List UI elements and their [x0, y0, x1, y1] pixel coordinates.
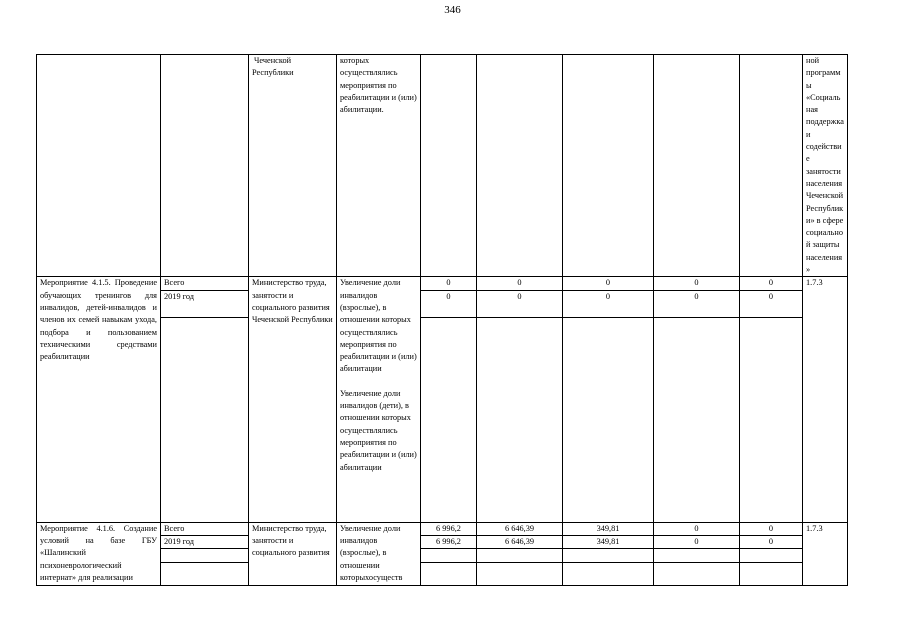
- value-total-5: 0: [740, 277, 803, 290]
- period-year-cell: 2019 год: [161, 290, 249, 317]
- period-empty-cell: [161, 549, 249, 563]
- program-cell: 1.7.3: [803, 277, 848, 522]
- value-total-3: 349,81: [563, 522, 654, 535]
- value-year-1: 6 996,2: [421, 535, 477, 548]
- period-total-cell: Всего: [161, 522, 249, 535]
- value-cell: [654, 317, 740, 522]
- value-total-2: 0: [477, 277, 563, 290]
- value-year-3: 0: [563, 290, 654, 317]
- value-cell: [421, 563, 477, 586]
- executor-cell: Министерство труда, занятости и социального развития: [249, 522, 337, 586]
- value-cell: [740, 563, 803, 586]
- indicator-children: Увеличение доли инвалидов (дети), в отношении которых осуществлялись мероприятия по реабилитации и (или) абилитации: [340, 388, 417, 472]
- value-year-1: 0: [421, 290, 477, 317]
- value-cell: [563, 317, 654, 522]
- value-total-3: 0: [563, 277, 654, 290]
- indicator-adults: Увеличение доли инвалидов (взрослые), в отношении которых осуществлялись мероприятия по реабилитации и (или) абилитации: [340, 278, 417, 374]
- value-cell: [740, 549, 803, 563]
- value-cell: [477, 549, 563, 563]
- value-total-5: 0: [740, 522, 803, 535]
- executor-cell: Министерство труда, занятости и социального развития Чеченской Республики: [249, 277, 337, 522]
- program-cell: ной программы «Социальная поддержка и содействие занятости населения Чеченской Республики» в сфере социальной защиты населения»: [803, 55, 848, 277]
- period-cell: [161, 55, 249, 277]
- value-cell: [421, 549, 477, 563]
- value-total-1: 6 996,2: [421, 522, 477, 535]
- program-cell: 1.7.3: [803, 522, 848, 586]
- value-year-2: 6 646,39: [477, 535, 563, 548]
- indicator-cell: Увеличение доли инвалидов (взрослые), в отношении которыхосуществ: [337, 522, 421, 586]
- indicator-cell: которых осуществлялись мероприятия по реабилитации и (или) абилитации.: [337, 55, 421, 277]
- table-row-continuation: [37, 55, 848, 277]
- period-empty-cell: [161, 563, 249, 586]
- activity-name-cell: Мероприятие 4.1.5. Проведение обучающих тренингов для инвалидов, детей-инвалидов и членов их семей навыкам ухода, подбора и пользованием техническими средствами реабилитации: [37, 277, 161, 522]
- value-total-1: 0: [421, 277, 477, 290]
- value-cell: [563, 549, 654, 563]
- value-cell: [740, 55, 803, 277]
- indicator-cell: [337, 277, 421, 522]
- value-cell: [477, 55, 563, 277]
- value-year-3: 349,81: [563, 535, 654, 548]
- period-empty-cell: [161, 317, 249, 522]
- value-cell: [740, 317, 803, 522]
- value-total-4: 0: [654, 522, 740, 535]
- table-row-4-1-6-total: [37, 522, 848, 535]
- period-total-cell: Всего: [161, 277, 249, 290]
- table-row-4-1-5-total: [37, 277, 848, 290]
- value-cell: [654, 549, 740, 563]
- value-cell: [563, 563, 654, 586]
- value-year-4: 0: [654, 535, 740, 548]
- value-cell: [563, 55, 654, 277]
- value-total-4: 0: [654, 277, 740, 290]
- executor-cell: Чеченской Республики: [249, 55, 337, 277]
- value-cell: [421, 317, 477, 522]
- value-cell: [477, 317, 563, 522]
- period-year-cell: 2019 год: [161, 535, 249, 548]
- value-cell: [654, 563, 740, 586]
- value-year-2: 0: [477, 290, 563, 317]
- activities-table: [36, 54, 848, 586]
- value-total-2: 6 646,39: [477, 522, 563, 535]
- value-cell: [654, 55, 740, 277]
- value-cell: [477, 563, 563, 586]
- value-cell: [421, 55, 477, 277]
- page-number: 346: [444, 4, 461, 16]
- value-year-4: 0: [654, 290, 740, 317]
- value-year-5: 0: [740, 290, 803, 317]
- name-cell: [37, 55, 161, 277]
- activity-name-cell: Мероприятие 4.1.6. Создание условий на базе ГБУ «Шалинский психоневрологический интернат» для реализации: [37, 522, 161, 586]
- value-year-5: 0: [740, 535, 803, 548]
